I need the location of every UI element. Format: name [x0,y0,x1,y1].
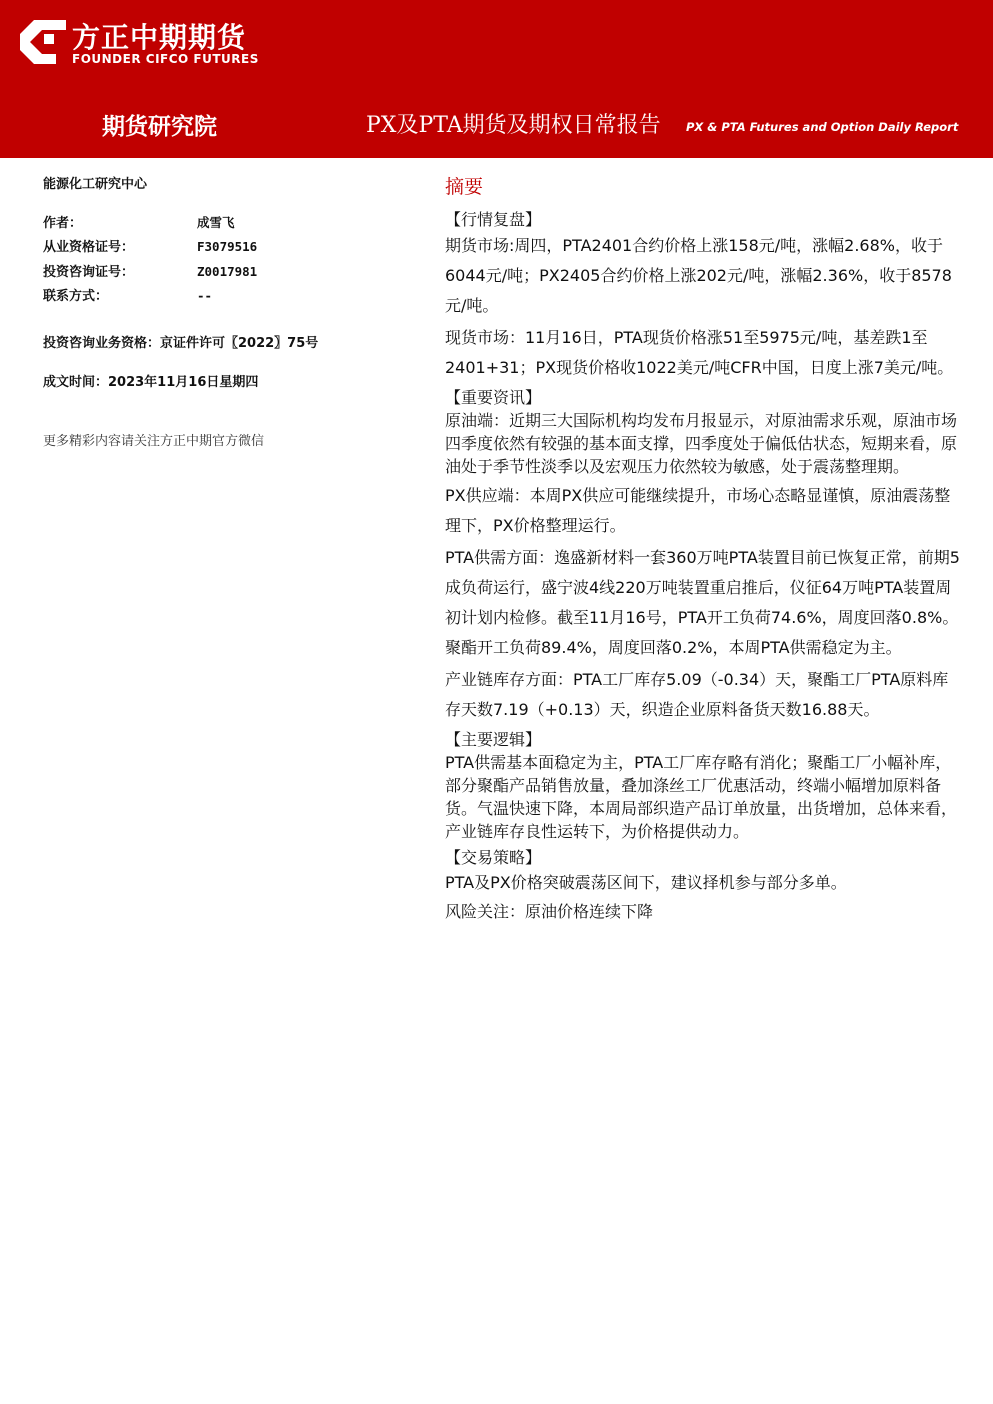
strategy-paragraph: PTA及PX价格突破震荡区间下，建议择机参与部分多单。 [445,873,847,892]
abstract-title: 摘要 [445,176,484,198]
logic-heading: 【主要逻辑】 [445,730,542,749]
license-value: F3079516 [197,239,258,254]
author-row [43,212,235,231]
license-row [43,236,257,255]
logo-english-name: FOUNDER CIFCO FUTURES [72,52,259,66]
abstract-section [445,172,960,927]
contact-label: 联系方式： [43,289,109,304]
consult-row [43,261,257,280]
strategy-heading: 【交易策略】 [445,848,542,867]
contact-row [43,285,212,304]
logic-paragraph: PTA供需基本面稳定为主，PTA工厂库存略有消化；聚酯工厂小幅补库，部分聚酯产品销售放量，叠加涤丝工厂优惠活动，终端小幅增加原料备货。气温快速下降，本周局部织造产品订单放量，出货增加，总体来看，产业链库存良性运转下，为价格提供动力。 [445,753,958,841]
px-supply-paragraph: PX供应端：本周PX供应可能继续提升，市场心态略显谨慎，原油震荡整理下，PX价格整理运行。 [445,486,951,535]
report-header [0,0,993,158]
qualification-text: 投资咨询业务资格：京证件许可〖2022〗75号 [43,336,319,351]
logo-chinese-name: 方正中期期货 [72,21,247,54]
crude-oil-paragraph: 原油端：近期三大国际机构均发布月报显示，对原油需求乐观，原油市场四季度依然有较强的基本面支撑，四季度处于偏低估状态，短期来看，原油处于季节性淡季以及宏观压力依然较为敏感，处于震荡整理期。 [445,411,958,476]
consult-value: Z0017981 [197,264,258,279]
author-label: 作者： [43,216,83,231]
department-name: 能源化工研究中心 [43,177,148,192]
report-date: 成文时间：2023年11月16日星期四 [43,375,259,390]
market-review-heading: 【行情复盘】 [445,210,542,229]
report-subtitle: PX & PTA Futures and Option Daily Report [686,120,959,134]
news-heading: 【重要资讯】 [445,388,542,407]
founder-logo-icon [20,20,66,64]
contact-value: -- [197,288,213,303]
report-title: PX及PTA期货及期权日常报告 [366,113,661,138]
wechat-follow-text: 更多精彩内容请关注方正中期官方微信 [43,434,265,449]
author-value: 成雪飞 [197,215,235,230]
license-label: 从业资格证号： [43,240,135,255]
futures-market-paragraph: 期货市场:周四，PTA2401合约价格上涨158元/吨，涨幅2.68%，收于6044元/吨；PX2405合约价格上涨202元/吨，涨幅2.36%，收于8578元/吨。 [445,236,952,315]
inventory-paragraph: 产业链库存方面：PTA工厂库存5.09（-0.34）天，聚酯工厂PTA原料库存天数7.19（+0.13）天，织造企业原料备货天数16.88天。 [445,670,949,719]
institute-name: 期货研究院 [102,113,217,140]
pta-supply-demand-paragraph: PTA供需方面：逸盛新材料一套360万吨PTA装置目前已恢复正常，前期5成负荷运行，盛宁波4线220万吨装置重启推后，仪征64万吨PTA装置周初计划内检修。截至11月16号，PTA开工负荷74.6%，周度回落0.8%。聚酯开工负荷89.4%，周度回落0.2%，本周PTA供需稳定为主。 [445,548,960,657]
consult-label: 投资咨询证号： [43,265,135,280]
risk-paragraph: 风险关注：原油价格连续下降 [445,902,654,921]
spot-market-paragraph: 现货市场：11月16日，PTA现货价格涨51至5975元/吨，基差跌1至2401+31；PX现货价格收1022美元/吨CFR中国，日度上涨7美元/吨。 [445,328,954,377]
